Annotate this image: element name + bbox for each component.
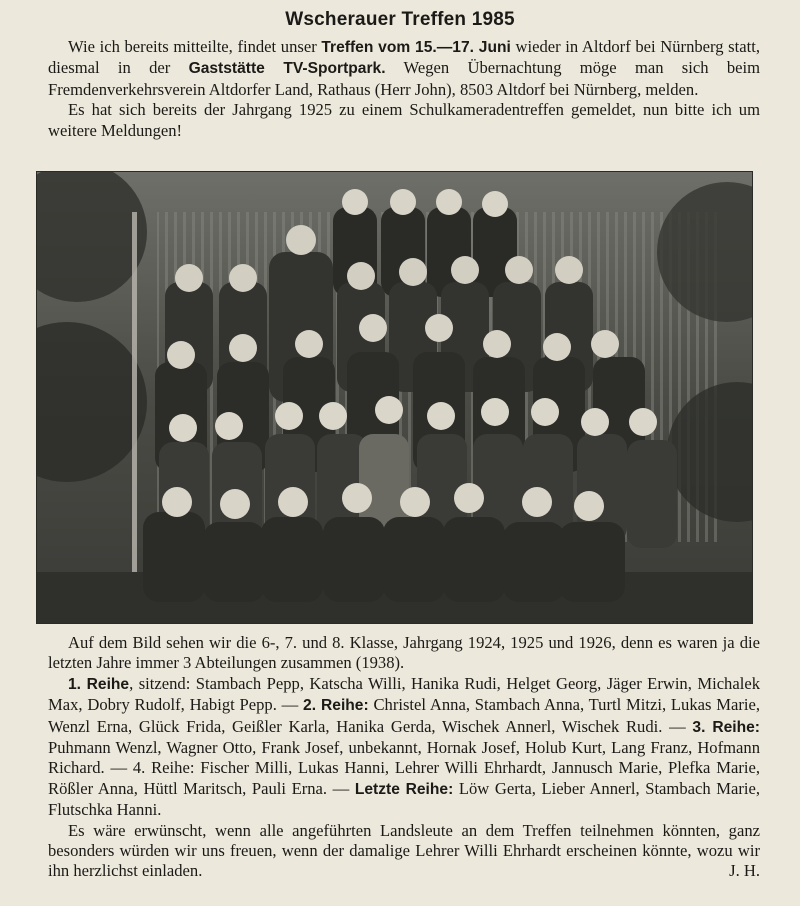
meeting-date-highlight: Treffen vom 15.—17. Juni (321, 39, 511, 56)
caption-rows-paragraph (48, 674, 760, 821)
signature: J. H. (729, 861, 760, 881)
intro-paragraph-1 (48, 37, 760, 100)
row-1-label: 1. Reihe (68, 675, 130, 693)
row-2-label: 2. Reihe: (303, 697, 369, 715)
photo-caption (48, 633, 760, 882)
intro-text (48, 37, 760, 141)
class-photo (37, 172, 752, 623)
row-1-names: , sitzend: Stambach Pepp, Katscha Willi, Hanika Rudi, Helget Georg, Jäger Erwin, Michalek Max, Dobry Rudolf, Habigt Pepp. — (48, 673, 760, 715)
intro-text-run: Wie ich bereits mitteilte, findet unser (68, 37, 322, 56)
row-3-and-4-names: Puhmann Wenzl, Wagner Otto, Frank Josef, unbekannt, Hornak Josef, Holub Kurt, Lang Franz, Hofmann Richard. — 4. Reihe: Fischer Milli, Lukas Hanni, Lehrer Willi Ehrhardt, Jannusch Marie, Plefka Marie, Rößler Anna, Hüttl Maritsch, Pauli Erna. — (48, 738, 760, 798)
closing-text: Es wäre erwünscht, wenn alle angeführten Landsleute an dem Treffen teilnehmen könnten, ganz besonders würden wir uns freuen, wenn der damalige Lehrer Willi Ehrhardt erscheinen könnte, wozu wir ihn herzlichst einladen. (48, 820, 760, 881)
row-3-label: 3. Reihe: (692, 718, 760, 736)
last-row-label: Letzte Reihe: (354, 780, 454, 798)
intro-text-run: wieder in Altdorf bei Nürnberg statt, diesmal in der (48, 37, 760, 78)
caption-paragraph-3 (48, 821, 760, 882)
caption-paragraph-1: Auf dem Bild sehen wir die 6-, 7. und 8. Klasse, Jahrgang 1924, 1925 und 1926, denn es waren ja die letzten Jahre immer 3 Abteilungen zusammen (1938). (48, 633, 760, 673)
venue-highlight: Gaststätte TV-Sportpark. (188, 60, 386, 78)
class-photo-image (37, 172, 752, 623)
last-row-names: Löw Gerta, Lieber Annerl, Stambach Marie, Flutschka Hanni. (48, 778, 760, 820)
article-heading: Wscherauer Treffen 1985 (285, 9, 515, 30)
intro-paragraph-2: Es hat sich bereits der Jahrgang 1925 zu einem Schulkameradentreffen gemeldet, nun bitte ich um weitere Meldungen! (48, 100, 760, 140)
row-2-names: Christel Anna, Stambach Anna, Turtl Mitzi, Lukas Marie, Wenzl Erna, Glück Frida, Geißler Karla, Hanika Gerda, Wischek Annerl, Wischek Rudi. — (48, 695, 761, 736)
intro-text-run: Wegen Übernachtung möge man sich beim Fremdenverkehrsverein Altdorfer Land, Rathaus (Herr John), 8503 Altdorf bei Nürnberg, melden. (48, 58, 760, 99)
